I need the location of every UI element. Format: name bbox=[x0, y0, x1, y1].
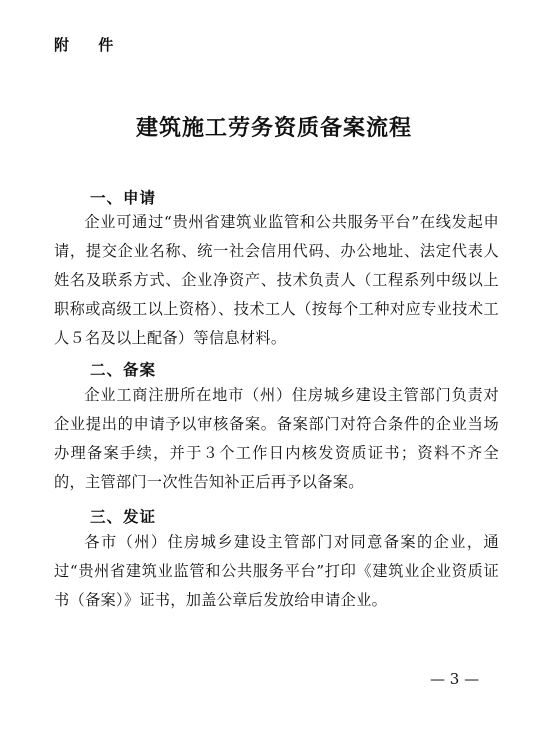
section-heading-issue: 三、发证 bbox=[90, 508, 157, 526]
document-title: 建筑施工劳务资质备案流程 bbox=[135, 116, 412, 141]
section-heading-record: 二、备案 bbox=[90, 361, 157, 379]
section-body-issue: 各市（州）住房城乡建设主管部门对同意备案的企业，通过“贵州省建筑业监管和公共服务平台”打印《建筑业企业资质证书（备案）》证书，加盖公章后发放给申请企业。 bbox=[54, 533, 499, 609]
section-body-record: 企业工商注册所在地市（州）住房城乡建设主管部门负责对企业提出的申请予以审核备案。备案部门对符合条件的企业当场办理备案手续，并于３个工作日内核发资质证书；资料不齐全的，主管部门一次性告知补正后再予以备案。 bbox=[54, 386, 499, 491]
page-number: — 3 — bbox=[430, 670, 480, 688]
section-heading-apply: 一、申请 bbox=[90, 189, 157, 207]
section-body-apply: 企业可通过“贵州省建筑业监管和公共服务平台”在线发起申请，提交企业名称、统一社会信用代码、办公地址、法定代表人姓名及联系方式、企业净资产、技术负责人（工程系列中级以上职称或高级工以上资格）、技术工人（按每个工种对应专业技术工人５名及以上配备）等信息材料。 bbox=[54, 213, 499, 347]
attachment-label: 附 件 bbox=[54, 36, 126, 54]
